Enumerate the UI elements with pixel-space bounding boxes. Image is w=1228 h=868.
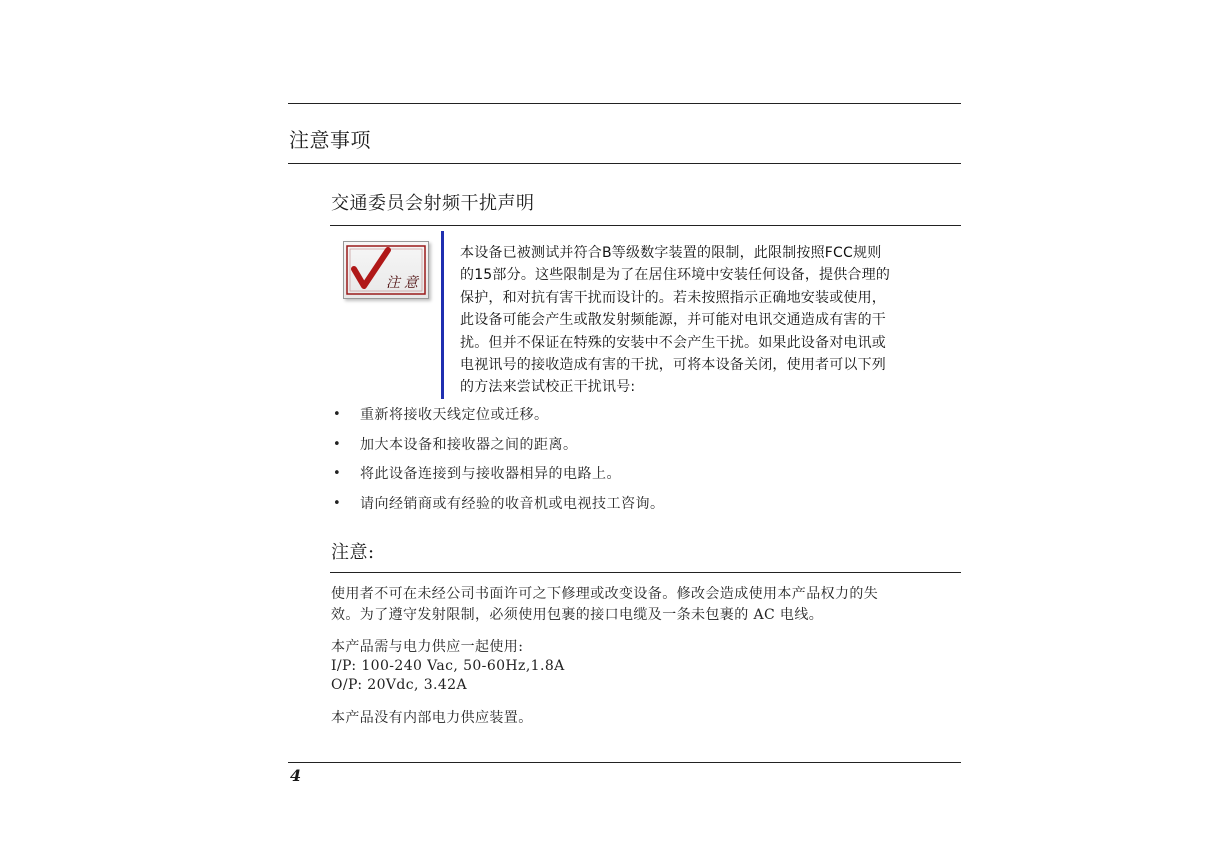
fcc-remedy-list bbox=[333, 404, 665, 522]
notice-line: 保护，和对抗有害干扰而设计的。若未按照指示正确地安装或使用， bbox=[460, 289, 886, 306]
notice-line: 电视讯号的接收造成有害的干扰，可将本设备关闭，使用者可以下列 bbox=[460, 357, 886, 374]
list-item bbox=[333, 404, 665, 434]
notice-accent-bar bbox=[441, 231, 444, 399]
fcc-title-rule bbox=[330, 225, 961, 226]
list-item-text: 请向经销商或有经验的收音机或电视技工咨询。 bbox=[360, 495, 665, 512]
list-item bbox=[333, 493, 665, 523]
caution-title: 注意: bbox=[331, 542, 375, 563]
notice-line: 的15部分。这些限制是为了在居住环境中安装任何设备，提供合理的 bbox=[460, 267, 891, 284]
list-item-text: 重新将接收天线定位或迁移。 bbox=[360, 407, 549, 423]
notice-line: 扰。但并不保证在特殊的安装中不会产生干扰。如果此设备对电讯或 bbox=[460, 334, 886, 351]
page-number: 4 bbox=[290, 766, 302, 785]
notice-check-icon bbox=[343, 241, 429, 299]
list-item-text: 加大本设备和接收器之间的距离。 bbox=[360, 436, 578, 453]
power-intro: 本产品需与电力供应一起使用: bbox=[331, 639, 524, 655]
list-item bbox=[333, 463, 665, 493]
power-spec bbox=[331, 638, 565, 695]
caution-line: 使用者不可在未经公司书面许可之下修理或改变设备。修改会造成使用本产品权力的失 bbox=[331, 586, 879, 602]
list-item bbox=[333, 434, 665, 464]
caution-title-rule bbox=[330, 572, 961, 573]
section-rule bbox=[288, 163, 961, 164]
fcc-title: 交通委员会射频干扰声明 bbox=[331, 193, 535, 214]
power-output: O/P: 20Vdc, 3.42A bbox=[331, 677, 467, 693]
bullet-icon: • bbox=[333, 495, 342, 511]
caution-line: 效。为了遵守发射限制，必须使用包裹的接口电缆及一条未包裹的 AC 电线。 bbox=[331, 607, 824, 623]
section-title: 注意事项 bbox=[289, 128, 371, 152]
bullet-icon: • bbox=[333, 407, 342, 422]
bullet-icon: • bbox=[333, 466, 342, 481]
caution-paragraph bbox=[331, 584, 963, 626]
notice-line: 的方法来尝试校正干扰讯号: bbox=[460, 379, 636, 396]
notice-line: 此设备可能会产生或散发射频能源，并可能对电讯交通造成有害的干 bbox=[460, 312, 886, 329]
power-input: I/P: 100-240 Vac, 50-60Hz,1.8A bbox=[331, 658, 565, 674]
top-rule bbox=[288, 103, 961, 104]
no-internal-power: 本产品没有内部电力供应装置。 bbox=[331, 710, 533, 726]
notice-icon-label: 注意 bbox=[386, 275, 422, 291]
bullet-icon: • bbox=[333, 436, 342, 452]
notice-line: 本设备已被测试并符合B等级数字装置的限制，此限制按照FCC规则 bbox=[460, 245, 882, 261]
fcc-notice-text bbox=[460, 242, 950, 399]
footer-rule bbox=[288, 762, 961, 763]
list-item-text: 将此设备连接到与接收器相异的电路上。 bbox=[360, 466, 621, 482]
